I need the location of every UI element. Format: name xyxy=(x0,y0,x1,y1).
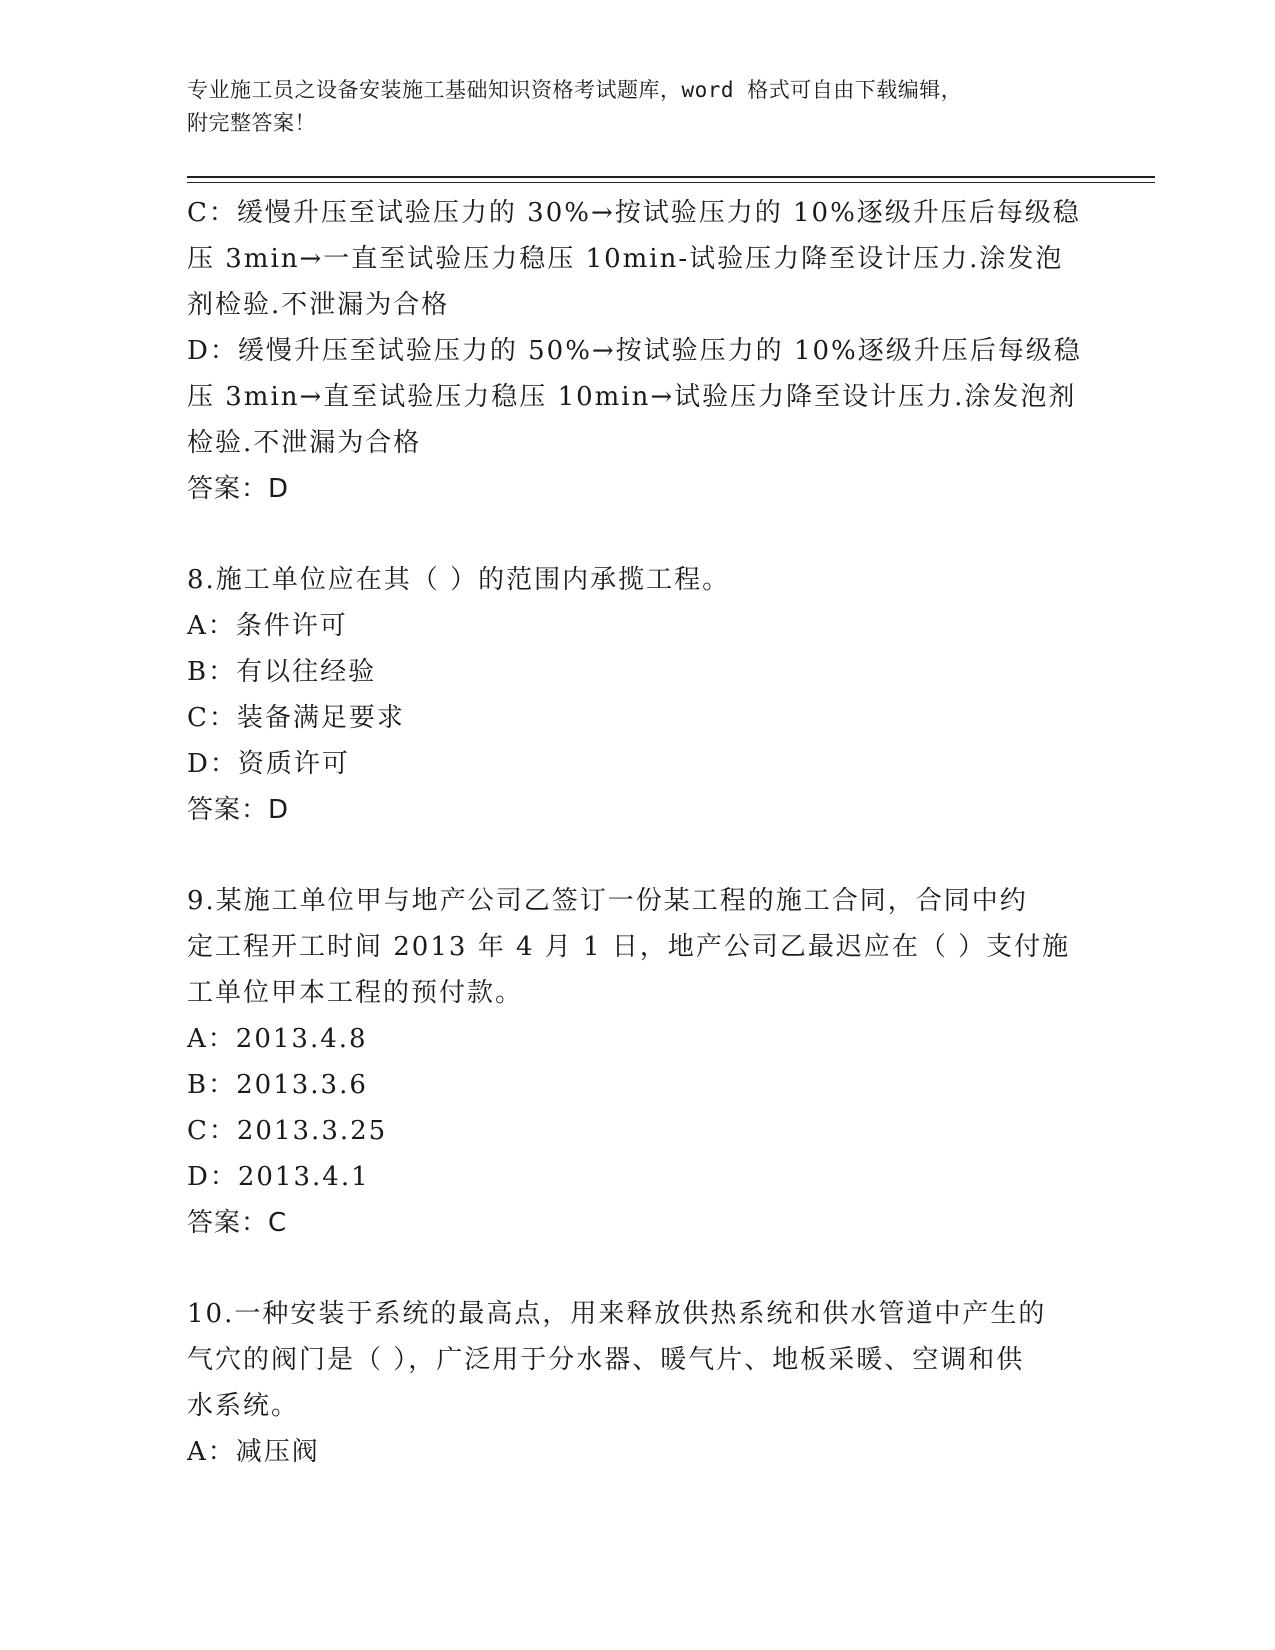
option-d-line: 压 3min→直至试验压力稳压 10min→试验压力降至设计压力.涂发泡剂 xyxy=(187,382,1077,412)
option-d: D：资质许可 xyxy=(187,749,350,779)
question-stem: 水系统。 xyxy=(187,1391,300,1421)
question-list xyxy=(187,190,1082,1475)
document-header xyxy=(187,74,1067,140)
header-divider-thick xyxy=(187,176,1155,178)
answer-line: 答案：C xyxy=(187,1208,288,1238)
question-10 xyxy=(187,1291,1067,1475)
option-d-line: 检验.不泄漏为合格 xyxy=(187,428,422,458)
option-c-line: C：缓慢升压至试验压力的 30%→按试验压力的 10%逐级升压后每级稳 xyxy=(187,198,1081,228)
question-stem: 9.某施工单位甲与地产公司乙签订一份某工程的施工合同，合同中约 xyxy=(187,886,1028,916)
question-stem: 定工程开工时间 2013 年 4 月 1 日，地产公司乙最迟应在（ ）支付施 xyxy=(187,932,1071,962)
header-line-1: 专业施工员之设备安装施工基础知识资格考试题库，word 格式可自由下载编辑， xyxy=(187,78,963,102)
option-a: A：条件许可 xyxy=(187,611,348,641)
answer-line: 答案：D xyxy=(187,474,290,504)
answer-line: 答案：D xyxy=(187,795,290,825)
question-stem: 10.一种安装于系统的最高点，用来释放供热系统和供水管道中产生的 xyxy=(187,1299,1047,1329)
question-9 xyxy=(187,878,1071,1246)
question-stem: 工单位甲本工程的预付款。 xyxy=(187,978,524,1008)
option-c-line: 剂检验.不泄漏为合格 xyxy=(187,290,450,320)
option-b: B：2013.3.6 xyxy=(187,1070,368,1100)
option-b: B：有以往经验 xyxy=(187,657,377,687)
spacer xyxy=(187,833,1067,878)
option-d: D：2013.4.1 xyxy=(187,1162,370,1192)
question-7-continued xyxy=(187,190,1082,512)
header-divider-thin xyxy=(187,182,1155,183)
option-c: C：2013.3.25 xyxy=(187,1116,388,1146)
question-stem: 气穴的阀门是（ ），广泛用于分水器、暖气片、地板采暖、空调和供 xyxy=(187,1345,1025,1375)
option-c-line: 压 3min→一直至试验压力稳压 10min-试验压力降至设计压力.涂发泡 xyxy=(187,244,1064,274)
question-8 xyxy=(187,557,1067,833)
option-a: A：2013.4.8 xyxy=(187,1024,368,1054)
question-stem: 8.施工单位应在其（ ）的范围内承揽工程。 xyxy=(187,565,731,595)
header-line-2: 附完整答案！ xyxy=(187,111,316,135)
spacer xyxy=(187,512,1067,557)
spacer xyxy=(187,1246,1067,1291)
option-c: C：装备满足要求 xyxy=(187,703,405,733)
option-a: A：减压阀 xyxy=(187,1437,320,1467)
option-d-line: D：缓慢升压至试验压力的 50%→按试验压力的 10%逐级升压后每级稳 xyxy=(187,336,1082,366)
